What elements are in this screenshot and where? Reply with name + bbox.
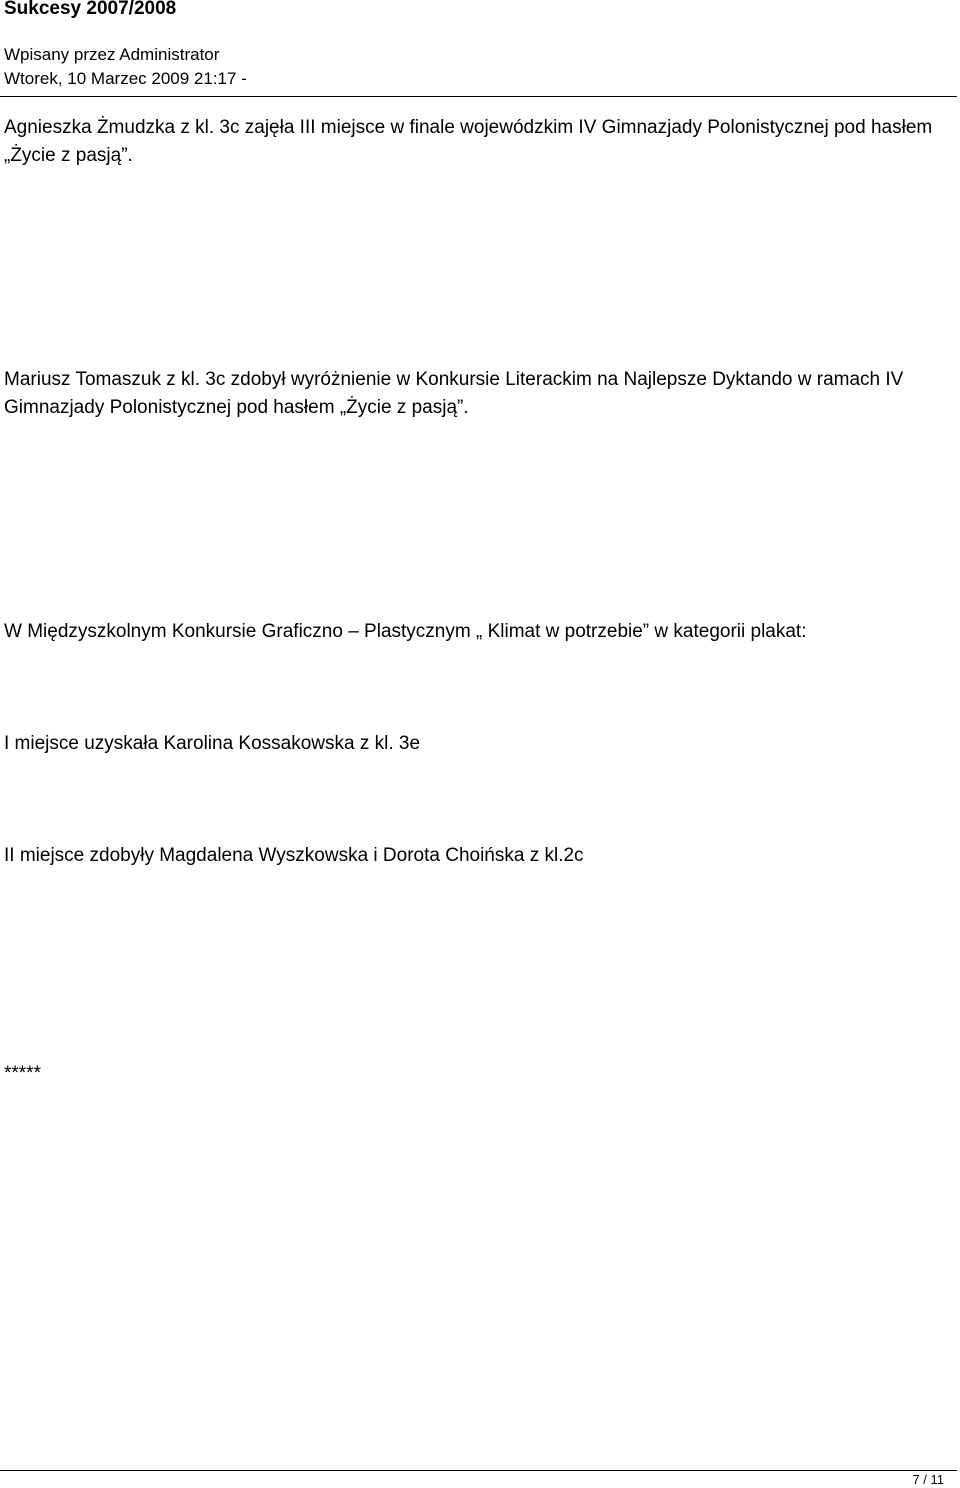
article-title: Sukcesy 2007/2008 xyxy=(4,0,177,19)
author-line: Wpisany przez Administrator xyxy=(4,45,220,64)
paragraph-zmudzka: Agnieszka Żmudzka z kl. 3c zajęła III miejsce w finale wojewódzkim IV Gimnazjady Polonistycznej pod hasłem „Życie z pasją”. xyxy=(4,117,933,166)
date-line: Wtorek, 10 Marzec 2009 21:17 - xyxy=(4,69,247,88)
paragraph-contest-intro: W Międzyszkolnym Konkursie Graficzno – Plastycznym „ Klimat w potrzebie” w kategorii plakat: xyxy=(4,621,807,642)
section-separator: ***** xyxy=(4,1063,41,1084)
paragraph-tomaszuk: Mariusz Tomaszuk z kl. 3c zdobył wyróżnienie w Konkursie Literackim na Najlepsze Dyktando w ramach IV Gimnazjady Polonistycznej pod hasłem „Życie z pasją”. xyxy=(4,369,904,418)
page-number: 7 / 11 xyxy=(912,1472,944,1487)
paragraph-second-place: II miejsce zdobyły Magdalena Wyszkowska i Dorota Choińska z kl.2c xyxy=(4,845,584,866)
footer-divider xyxy=(0,1470,957,1471)
header-divider xyxy=(0,96,957,97)
paragraph-first-place: I miejsce uzyskała Karolina Kossakowska z kl. 3e xyxy=(4,733,421,754)
